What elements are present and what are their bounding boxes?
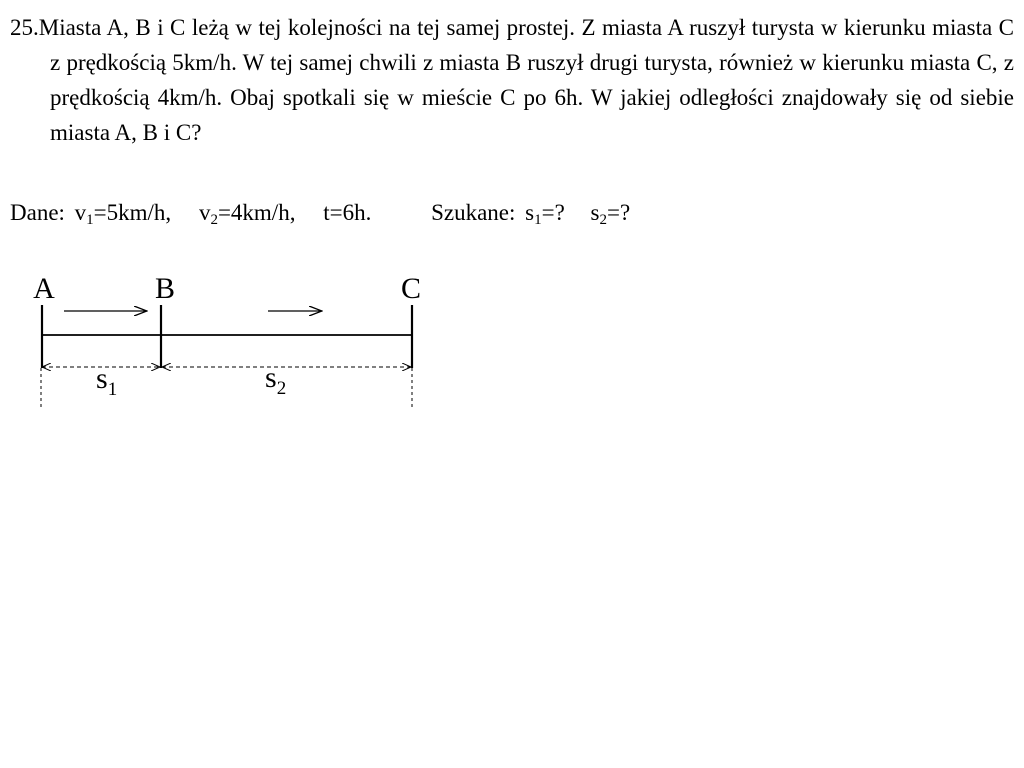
sought-s2 xyxy=(591,198,631,228)
sought-s1-symbol: s xyxy=(525,200,535,225)
problem-statement xyxy=(10,10,1014,150)
given-v2-value: =4km/h, xyxy=(217,200,296,225)
sought-s2-symbol: s xyxy=(590,200,600,225)
sought-label: Szukane: xyxy=(431,200,516,225)
segment-s2-symbol: s xyxy=(265,361,277,394)
given-v1 xyxy=(75,198,172,228)
given-time: t=6h. xyxy=(323,200,372,225)
segment-s1-subscript: 1 xyxy=(107,379,118,400)
segment-s1-symbol: s xyxy=(96,362,108,395)
given-v2 xyxy=(199,198,296,228)
sought-s1 xyxy=(525,198,565,228)
given-v1-symbol: v xyxy=(74,200,87,225)
segment-s1-label xyxy=(96,362,117,400)
point-c-label: C xyxy=(400,272,422,305)
sought-s1-subscript: 1 xyxy=(534,212,542,228)
given-v1-subscript: 1 xyxy=(86,212,94,228)
sought-s1-value: =? xyxy=(541,200,565,225)
point-a-label: A xyxy=(33,272,55,305)
point-b-label: B xyxy=(154,272,176,305)
given-v2-subscript: 2 xyxy=(210,212,218,228)
given-data-line xyxy=(10,198,630,228)
given-label: Dane: xyxy=(10,200,65,225)
problem-text: Miasta A, B i C leżą w tej kolejności na tej samej prostej. Z miasta A ruszył turysta w kierunku miasta C z prędkością 5km/h. W tej samej chwili z miasta B ruszył drugi turysta, również w kierunku miasta C, z prędkością 4km/h. Obaj spotkali się w mieście C po 6h. W jakiej odległości znajdowały się od siebie miasta A, B i C? xyxy=(38,15,1014,145)
given-v2-symbol: v xyxy=(198,200,211,225)
sought-s2-value: =? xyxy=(606,200,631,225)
given-v1-value: =5km/h, xyxy=(93,200,172,225)
sought-s2-subscript: 2 xyxy=(599,212,607,228)
problem-number: 25. xyxy=(10,15,39,40)
segment-s2-subscript: 2 xyxy=(276,378,287,399)
route-diagram xyxy=(0,260,460,420)
